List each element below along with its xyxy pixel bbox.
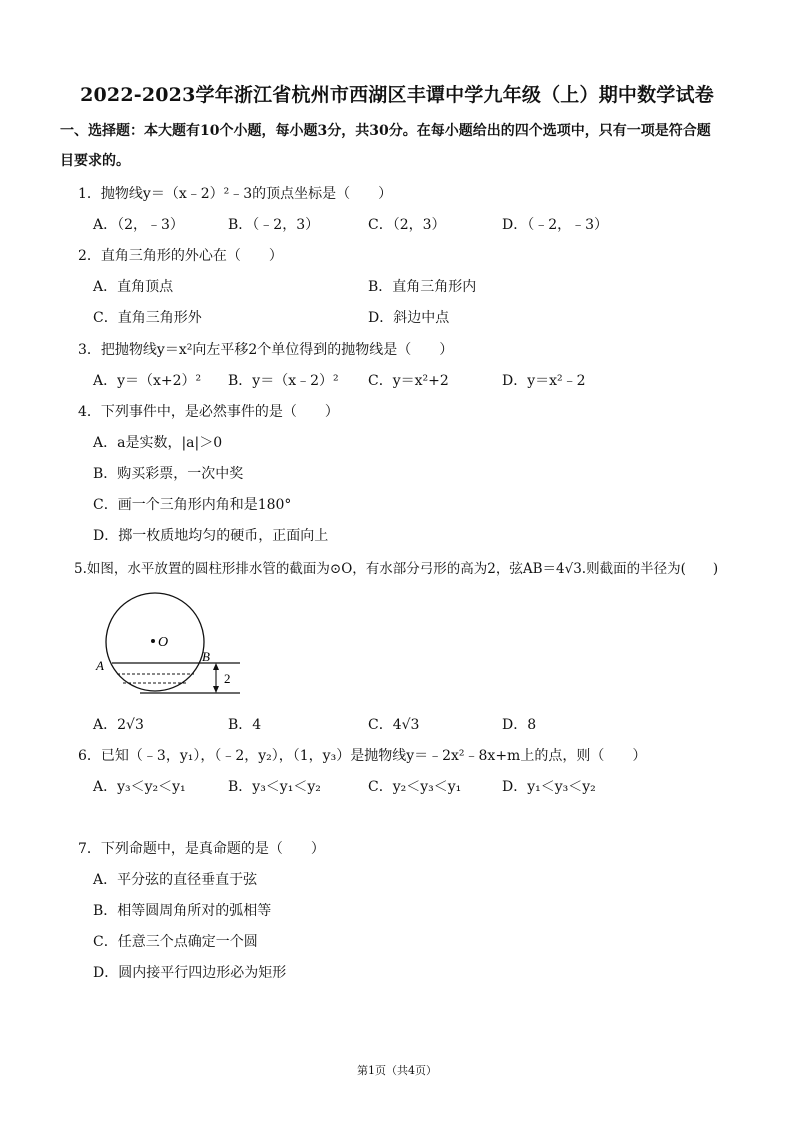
question-3-option-a: A．y＝（x+2）² bbox=[93, 373, 202, 389]
question-1-option-a: A．（2，﹣3） bbox=[93, 217, 184, 233]
section-heading-line2: 目要求的。 bbox=[60, 153, 130, 169]
question-5-figure bbox=[90, 590, 250, 702]
question-5-option-c: C．4√3 bbox=[368, 717, 420, 733]
center-point-o bbox=[151, 639, 155, 643]
question-1-option-c: C．（2，3） bbox=[368, 217, 446, 233]
question-4-option-c: C．画一个三角形内角和是180° bbox=[93, 497, 292, 513]
pipe-circle bbox=[106, 593, 204, 691]
question-2-option-c: C．直角三角形外 bbox=[93, 310, 202, 326]
question-2-stem: 2．直角三角形的外心在（ ） bbox=[78, 248, 283, 264]
question-7-stem: 7．下列命题中，是真命题的是（ ） bbox=[78, 841, 325, 857]
question-1-option-b: B．（﹣2，3） bbox=[228, 217, 320, 233]
question-7-option-a: A．平分弦的直径垂直于弦 bbox=[93, 872, 258, 888]
question-6-option-b: B．y₃＜y₁＜y₂ bbox=[228, 779, 321, 795]
page-footer: 第1页（共4页） bbox=[357, 1064, 437, 1077]
section-heading-line1: 一、选择题：本大题有10个小题，每小题3分，共30分。在每小题给出的四个选项中，只有一项是符合题 bbox=[60, 123, 711, 139]
height-label: 2 bbox=[224, 671, 231, 686]
label-a: A bbox=[96, 658, 104, 673]
label-b: B bbox=[202, 649, 210, 664]
question-4-stem: 4．下列事件中，是必然事件的是（ ） bbox=[78, 404, 339, 420]
page-title: 2022-2023学年浙江省杭州市西湖区丰谭中学九年级（上）期中数学试卷 bbox=[80, 84, 714, 106]
question-3-option-d: D．y＝x²﹣2 bbox=[502, 373, 586, 389]
question-2-option-b: B．直角三角形内 bbox=[368, 279, 477, 295]
question-5-stem: 5.如图，水平放置的圆柱形排水管的截面为⊙O，有水部分弓形的高为2，弦AB＝4√3.则截面的半径为( ) bbox=[74, 561, 719, 577]
question-4-option-b: B．购买彩票，一次中奖 bbox=[93, 466, 244, 482]
question-4-option-d: D．掷一枚质地均匀的硬币，正面向上 bbox=[93, 528, 329, 544]
question-2-option-d: D．斜边中点 bbox=[368, 310, 450, 326]
question-2-option-a: A．直角顶点 bbox=[93, 279, 174, 295]
question-4-option-a: A．a是实数，|a|＞0 bbox=[93, 435, 223, 451]
question-1-option-d: D．（﹣2，﹣3） bbox=[502, 217, 609, 233]
question-5-option-b: B．4 bbox=[228, 717, 262, 733]
question-1-stem: 1．抛物线y＝（x﹣2）²﹣3的顶点坐标是（ ） bbox=[78, 186, 393, 202]
question-5-option-d: D．8 bbox=[502, 717, 537, 733]
center-label-o: O bbox=[158, 635, 169, 650]
height-arrow-top-head bbox=[213, 663, 219, 670]
question-3-option-b: B．y＝（x﹣2）² bbox=[228, 373, 339, 389]
question-3-option-c: C．y＝x²+2 bbox=[368, 373, 449, 389]
question-7-option-d: D．圆内接平行四边形必为矩形 bbox=[93, 965, 287, 981]
question-6-option-d: D．y₁＜y₃＜y₂ bbox=[502, 779, 596, 795]
question-6-option-a: A．y₃＜y₂＜y₁ bbox=[93, 779, 186, 795]
question-6-option-c: C．y₂＜y₃＜y₁ bbox=[368, 779, 462, 795]
question-6-stem: 6．已知（﹣3，y₁），（﹣2，y₂），（1，y₃）是抛物线y＝﹣2x²﹣8x+m上的点，则（ ） bbox=[78, 748, 647, 764]
question-7-option-c: C．任意三个点确定一个圆 bbox=[93, 934, 258, 950]
question-5-option-a: A．2√3 bbox=[93, 717, 144, 733]
height-arrow-bottom-head bbox=[213, 686, 219, 693]
question-7-option-b: B．相等圆周角所对的弧相等 bbox=[93, 903, 272, 919]
question-3-stem: 3．把抛物线y＝x²向左平移2个单位得到的抛物线是（ ） bbox=[78, 342, 454, 358]
